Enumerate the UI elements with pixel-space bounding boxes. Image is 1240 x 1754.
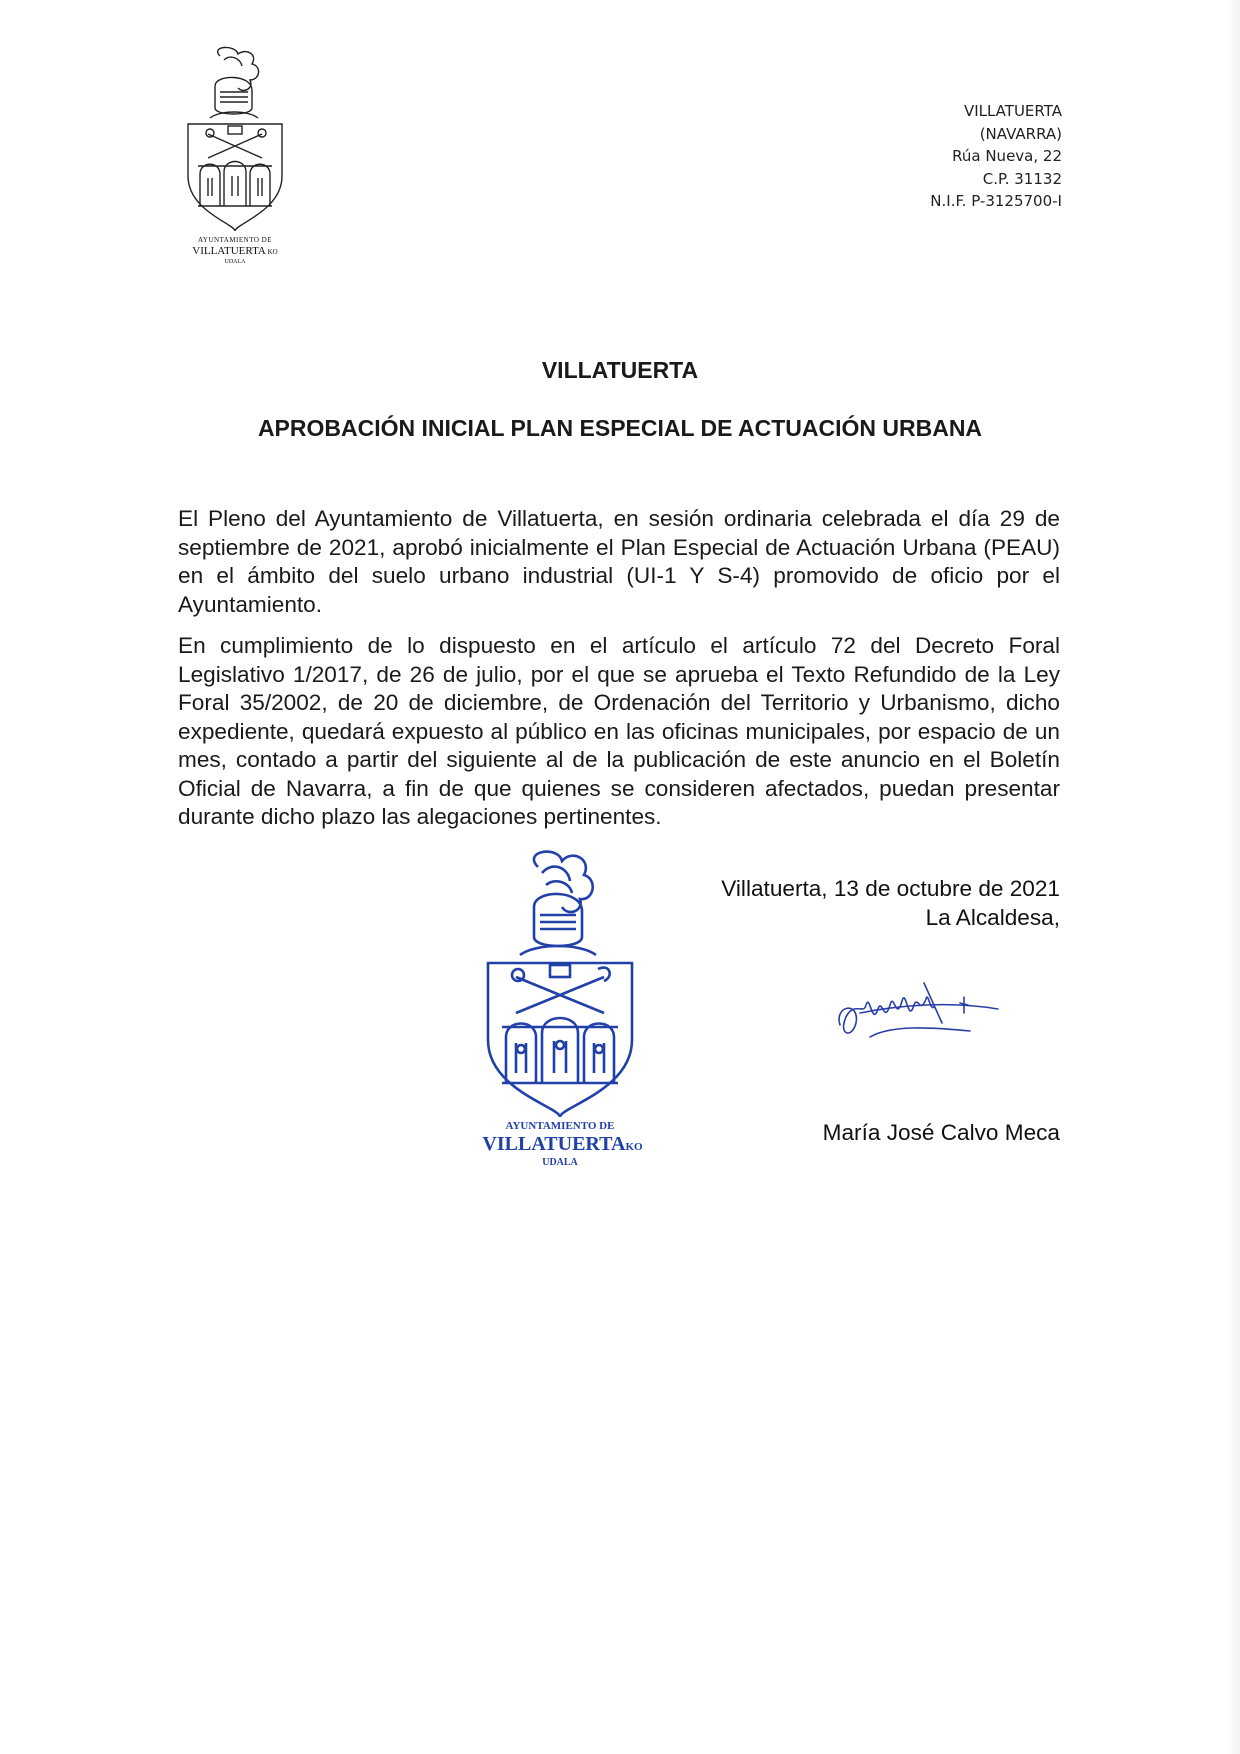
address-line: N.I.F. P-3125700-I	[930, 192, 1062, 210]
stamp-coat-of-arms-icon	[480, 845, 640, 1120]
stamp-caption-top: AYUNTAMIENTO DE	[505, 1120, 615, 1132]
crest-caption-bottom: UDALA	[224, 259, 246, 265]
document-subtitle: APROBACIÓN INICIAL PLAN ESPECIAL DE ACTUACIÓN URBANA	[257, 415, 983, 441]
coat-of-arms-icon	[180, 46, 290, 236]
official-stamp	[480, 845, 643, 1175]
body-paragraph-2: En cumplimiento de lo dispuesto en el artículo el artículo 72 del Decreto Foral Legislativo 1/2017, de 26 de julio, por el que se aprueba el Texto Refundido de la Ley Foral 35/2002, de 20 de diciembre, de Ordenación del Territorio y Urbanismo, dicho expediente, quedará expuesto al público en las oficinas municipales, por espacio de un mes, contado a partir del siguiente al de la publicación de este anuncio en el Boletín Oficial de Navarra, a fin de que quienes se consideren afectados, puedan presentar durante dicho plazo las alegaciones pertinentes.	[178, 633, 1060, 829]
body-paragraph-1: El Pleno del Ayuntamiento de Villatuerta, en sesión ordinaria celebrada el día 29 de septiembre de 2021, aprobó inicialmente el Plan Especial de Actuación Urbana (PEAU) en el ámbito del suelo urbano industrial (UI-1 Y S-4) promovido de oficio por el Ayuntamiento.	[178, 506, 1060, 617]
address-block	[802, 100, 1062, 213]
address-line: Rúa Nueva, 22	[952, 147, 1062, 165]
scan-edge	[1226, 0, 1240, 1754]
municipal-crest-logo	[180, 46, 290, 276]
stamp-caption-bottom: UDALA	[542, 1157, 578, 1168]
address-line: VILLATUERTA	[963, 102, 1062, 120]
signer-name: María José Calvo Meca	[822, 1120, 1060, 1145]
address-line: C.P. 31132	[982, 169, 1062, 188]
address-line: (NAVARRA)	[979, 124, 1062, 143]
document-title: VILLATUERTA	[541, 357, 699, 383]
place-date: Villatuerta, 13 de octubre de 2021	[721, 876, 1060, 901]
crest-caption-top: AYUNTAMIENTO DE	[197, 236, 273, 244]
stamp-caption-main: VILLATUERTAKO	[482, 1133, 643, 1155]
crest-caption-main: VILLATUERTA KO	[192, 245, 278, 257]
signer-role: La Alcaldesa,	[925, 905, 1060, 930]
signature-icon	[830, 965, 1000, 1055]
handwritten-signature	[830, 965, 1000, 1055]
